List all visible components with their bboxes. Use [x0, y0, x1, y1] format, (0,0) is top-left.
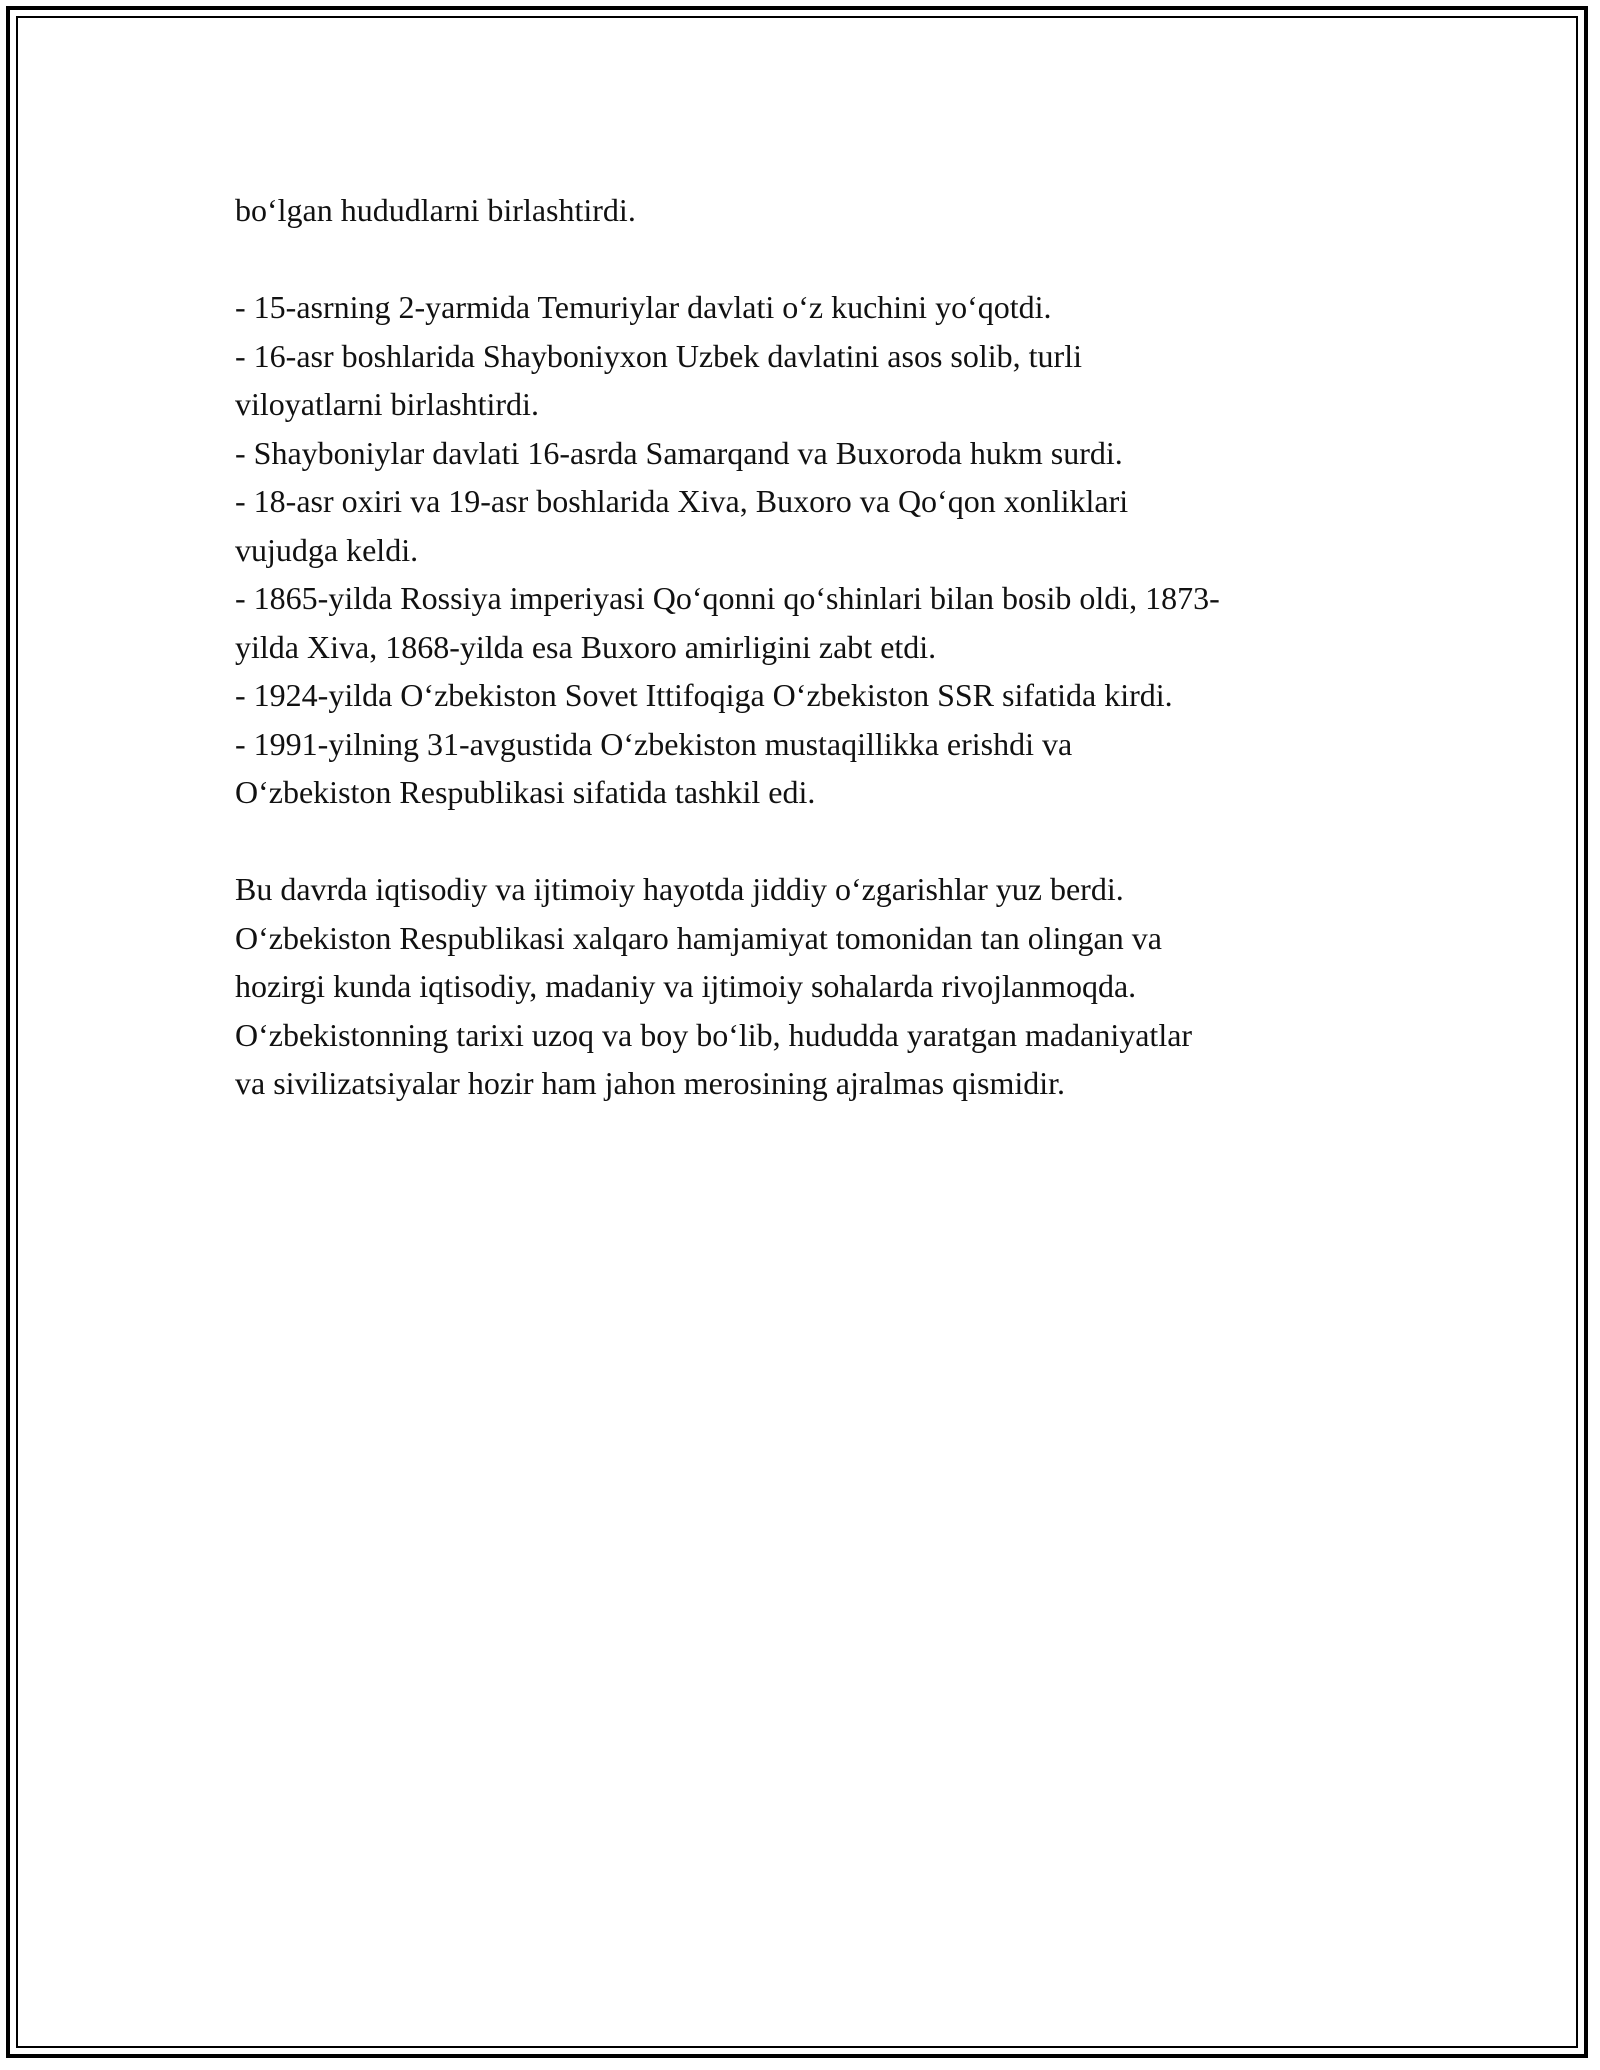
history-list: [235, 283, 1375, 817]
paragraph-gap: [235, 817, 1375, 866]
list-line: - 16-asr boshlarida Shayboniyxon Uzbek davlatini asos solib, turli: [235, 337, 1082, 374]
paragraph-gap: [235, 235, 1375, 284]
paragraph-line: va sivilizatsiyalar hozir ham jahon merosining ajralmas qismidir.: [235, 1065, 1066, 1101]
paragraph-line: hozirgi kunda iqtisodiy, madaniy va ijtimoiy sohalarda rivojlanmoqda.: [235, 968, 1137, 1004]
paragraph-line: O‘zbekistonning tarixi uzoq va boy bo‘lib, hududda yaratgan madaniyatlar: [235, 1016, 1193, 1053]
list-line: vujudga keldi.: [235, 531, 419, 568]
closing-paragraph: [235, 865, 1375, 1108]
list-line: - 18-asr oxiri va 19-asr boshlarida Xiva, Buxoro va Qo‘qon xonliklari: [235, 483, 1129, 519]
list-line: - 15-asrning 2-yarmida Temuriylar davlati o‘z kuchini yo‘qotdi.: [235, 289, 1052, 325]
document-body: [235, 186, 1375, 1108]
intro-line: bo‘lgan hududlarni birlashtirdi.: [235, 192, 636, 228]
list-line: viloyatlarni birlashtirdi.: [235, 386, 539, 422]
paragraph-line: Bu davrda iqtisodiy va ijtimoiy hayotda jiddiy o‘zgarishlar yuz berdi.: [235, 871, 1124, 907]
list-line: - Shayboniylar davlati 16-asrda Samarqand va Buxoroda hukm surdi.: [235, 434, 1123, 471]
paragraph-line: O‘zbekiston Respublikasi xalqaro hamjamiyat tomonidan tan olingan va: [235, 919, 1162, 956]
list-line: - 1991-yilning 31-avgustida O‘zbekiston mustaqillikka erishdi va: [235, 725, 1073, 762]
list-line: - 1924-yilda O‘zbekiston Sovet Ittifoqiga O‘zbekiston SSR sifatida kirdi.: [235, 677, 1173, 713]
list-line: - 1865-yilda Rossiya imperiyasi Qo‘qonni qo‘shinlari bilan bosib oldi, 1873-: [235, 580, 1220, 616]
list-line: yilda Xiva, 1868-yilda esa Buxoro amirligini zabt etdi.: [235, 628, 937, 665]
list-line: O‘zbekiston Respublikasi sifatida tashkil edi.: [235, 774, 816, 810]
